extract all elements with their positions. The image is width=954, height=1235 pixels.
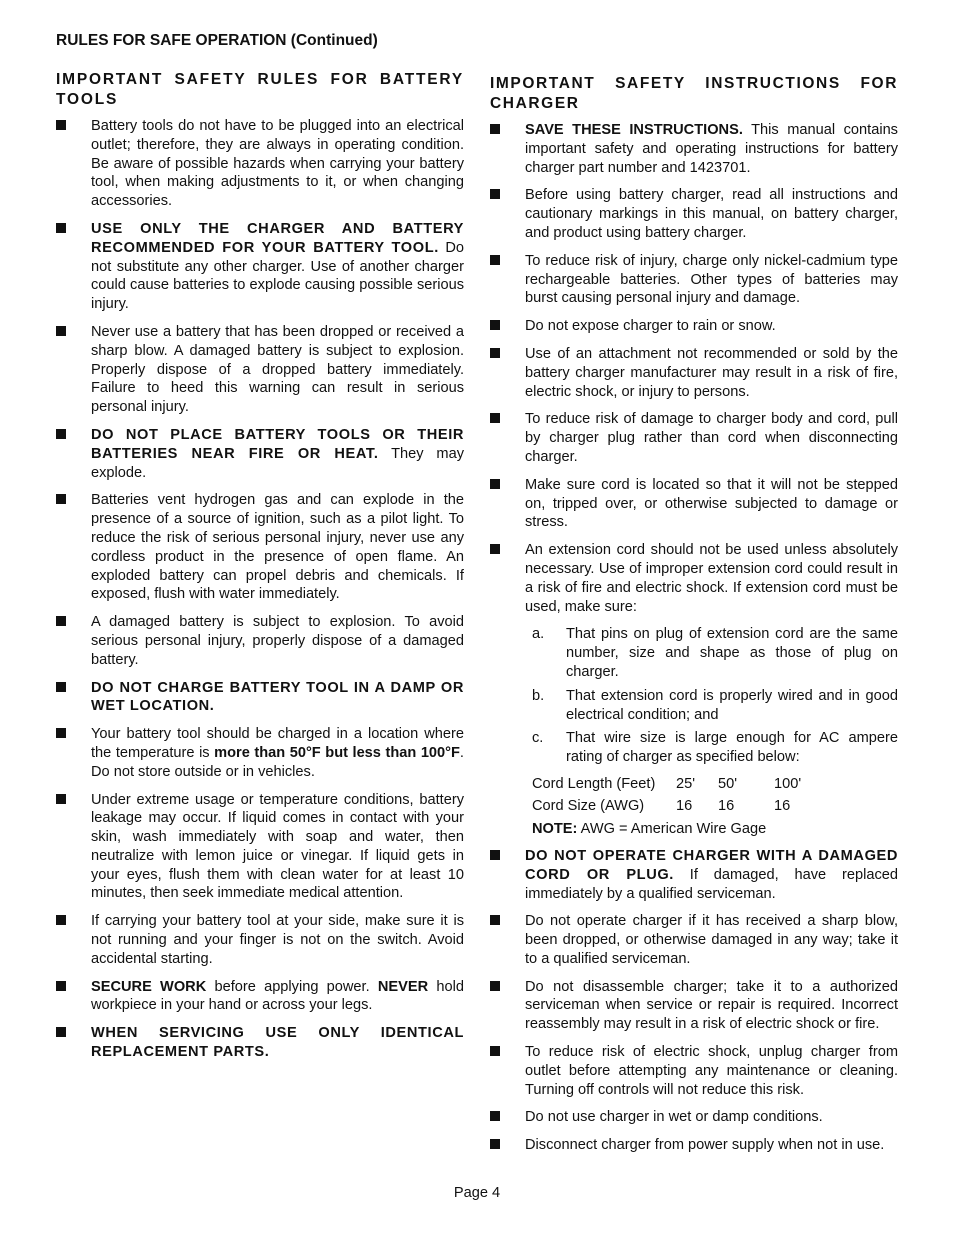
rule-text <box>91 323 464 417</box>
rule-item <box>490 186 898 242</box>
rule-body: A damaged battery is subject to explosion. To avoid serious personal injury, properly dispose of a damaged battery. <box>91 614 464 668</box>
rule-item <box>56 1024 464 1062</box>
square-bullet-icon <box>56 120 66 130</box>
right-rules-list-continued <box>490 847 898 1155</box>
rule-body: Use of an attachment not recommended or sold by the battery charger manufacturer may result in a risk of fire, electric shock, or injury to persons. <box>525 345 898 400</box>
sub-item-label: a. <box>532 626 545 643</box>
square-bullet-icon <box>490 850 500 860</box>
rule-lead: DO NOT PLACE BATTERY TOOLS OR THEIR BATTERIES NEAR FIRE OR HEAT. <box>91 426 464 462</box>
rule-body: Make sure cord is located so that it will not be stepped on, tripped over, or otherwise subjected to damage or stress. <box>525 476 898 531</box>
rule-body: Never use a battery that has been dropped or received a sharp blow. A damaged battery is subject to explosion. Properly dispose of a dropped battery immediately. Failure to heed this warning can result in serious personal injury. <box>91 323 464 416</box>
rule-body: Your battery tool should be charged in a location where the temperature is <box>91 726 464 761</box>
rule-text <box>91 491 464 604</box>
rule-body: Disconnect charger from power supply when not in use. <box>525 1137 885 1154</box>
rule-emphasis: SAVE THESE INSTRUCTIONS. <box>525 122 743 138</box>
rule-body: They may explode. <box>91 445 464 481</box>
rule-body-tail: . Do not store outside or in vehicles. <box>91 744 464 780</box>
square-bullet-icon <box>56 616 66 626</box>
square-bullet-icon <box>490 348 500 358</box>
note-label: NOTE: <box>532 820 578 837</box>
square-bullet-icon <box>490 320 500 330</box>
left-section-title: IMPORTANT SAFETY RULES FOR BATTERY TOOLS <box>56 71 464 108</box>
square-bullet-icon <box>490 124 500 134</box>
rule-body: Do not operate charger if it has received a sharp blow, been dropped, or otherwise damaged in any way; take it to a qualified serviceman. <box>525 913 898 967</box>
rule-body: If carrying your battery tool at your side, make sure it is not running and your finger is not on the switch. Avoid accidental starting. <box>91 913 464 967</box>
square-bullet-icon <box>490 479 500 489</box>
square-bullet-icon <box>490 915 500 925</box>
cord-table-cell: 100' <box>774 775 802 792</box>
sub-item <box>526 625 898 681</box>
square-bullet-icon <box>490 981 500 991</box>
rule-item <box>490 121 898 177</box>
sub-item-label: c. <box>532 730 544 747</box>
rule-item <box>56 791 464 904</box>
rule-body: This manual contains important safety and operating instructions for battery charger part number and 1423701. <box>525 122 898 176</box>
rule-body: To reduce risk of injury, charge only nickel-cadmium type rechargeable batteries. Other types of batteries may burst causing personal injury and damage. <box>525 252 898 307</box>
rule-item <box>56 491 464 604</box>
rule-text <box>525 186 898 242</box>
square-bullet-icon <box>56 728 66 738</box>
square-bullet-icon <box>56 1027 66 1037</box>
rule-body: An extension cord should not be used unless absolutely necessary. Use of improper extension cord could result in a risk of fire and electric shock. If extension cord must be used, make sure: <box>525 542 898 615</box>
square-bullet-icon <box>490 189 500 199</box>
rule-body: Under extreme usage or temperature conditions, battery leakage may occur. If liquid comes in contact with your skin, wash immediately with soap and water, then neutralize with lemon juice or vinegar. If liquid gets in your eyes, flush them with clean water for at least 10 minutes, then seek immediate medical attention. <box>91 791 464 902</box>
rule-emphasis: NEVER <box>377 978 429 995</box>
cord-table-cell: Cord Length (Feet) <box>532 775 656 792</box>
rule-item <box>490 1136 898 1155</box>
square-bullet-icon <box>56 223 66 233</box>
rule-body: before applying power. <box>206 978 378 995</box>
rule-item <box>56 613 464 669</box>
sub-item <box>526 687 898 725</box>
rule-item <box>56 978 464 1016</box>
square-bullet-icon <box>490 544 500 554</box>
rule-body: To reduce risk of electric shock, unplug charger from outlet before attempting any maintenance or cleaning. Turning off controls will not reduce this risk. <box>525 1044 898 1098</box>
square-bullet-icon <box>490 255 500 265</box>
cord-table-cell: 16 <box>718 798 735 815</box>
rule-text <box>525 541 898 616</box>
sub-item-label: b. <box>532 687 545 704</box>
rule-text <box>525 978 898 1034</box>
right-rules-list <box>490 121 898 616</box>
cord-table-cell: Cord Size (AWG) <box>532 798 645 815</box>
cord-size-table <box>532 773 898 818</box>
rule-text <box>91 725 464 781</box>
rule-body-tail: hold workpiece in your hand or across your legs. <box>91 978 464 1014</box>
square-bullet-icon <box>56 915 66 925</box>
rule-lead: DO NOT OPERATE CHARGER WITH A DAMAGED CORD OR PLUG. <box>525 847 898 883</box>
rule-lead: WHEN SERVICING USE ONLY IDENTICAL REPLACEMENT PARTS. <box>91 1025 464 1061</box>
rule-emphasis: more than 50°F but less than 100°F <box>214 744 460 761</box>
rule-body: Do not disassemble charger; take it to a authorized serviceman when service or repair is required. Incorrect reassembly may result in a risk of electric shock or fire. <box>525 978 898 1033</box>
square-bullet-icon <box>56 682 66 692</box>
rule-text <box>525 1108 898 1127</box>
rule-body: Do not use charger in wet or damp conditions. <box>525 1109 823 1126</box>
square-bullet-icon <box>56 429 66 439</box>
rule-item <box>490 541 898 616</box>
rule-text <box>91 912 464 968</box>
rule-item <box>490 978 898 1034</box>
cord-table-cell: 25' <box>676 775 696 792</box>
rule-text <box>91 1024 464 1062</box>
rule-body: Batteries vent hydrogen gas and can explode in the presence of a source of ignition, such as a pilot light. To reduce the risk of serious personal injury, never use any cordless product in the presence of open flame. An exploded battery can propel debris and chemicals. If exposed, flush with water immediately. <box>91 492 464 603</box>
rule-body: If damaged, have replaced immediately by a qualified serviceman. <box>525 866 898 902</box>
rule-text <box>91 679 464 717</box>
rule-item <box>56 679 464 717</box>
sub-item-text: That wire size is large enough for AC ampere rating of charger as specified below: <box>566 730 898 766</box>
rule-item <box>490 912 898 968</box>
page-number: Page 4 <box>453 1185 501 1201</box>
sub-item-text: That extension cord is properly wired and in good electrical condition; and <box>566 687 898 723</box>
rule-item <box>490 345 898 401</box>
sub-item-text: That pins on plug of extension cord are the same number, size and shape as those of plug on charger. <box>566 626 898 680</box>
rule-item <box>490 847 898 903</box>
rule-item <box>490 1043 898 1099</box>
square-bullet-icon <box>56 326 66 336</box>
rule-item <box>56 725 464 781</box>
cord-table-cell: 16 <box>676 798 693 815</box>
rule-item <box>490 317 898 336</box>
sub-item <box>526 729 898 767</box>
note-text: AWG = American Wire Gage <box>577 820 767 837</box>
rule-text <box>91 978 464 1016</box>
rule-emphasis: SECURE WORK <box>91 978 207 995</box>
rule-item <box>490 252 898 308</box>
cord-table-row <box>532 773 898 796</box>
rule-text <box>525 317 898 336</box>
rule-text <box>525 345 898 401</box>
rule-text <box>525 410 898 466</box>
rule-text <box>91 426 464 482</box>
square-bullet-icon <box>490 1111 500 1121</box>
cord-table-cell: 16 <box>774 798 791 815</box>
rule-text <box>525 252 898 308</box>
rule-body: To reduce risk of damage to charger body and cord, pull by charger plug rather than cord when disconnecting charger. <box>525 411 898 465</box>
square-bullet-icon <box>56 794 66 804</box>
rule-text <box>91 791 464 904</box>
square-bullet-icon <box>490 413 500 423</box>
rule-text <box>91 117 464 211</box>
rule-item <box>56 220 464 314</box>
rule-item <box>490 476 898 532</box>
rule-item <box>490 1108 898 1127</box>
right-column <box>490 74 898 1164</box>
right-section-title: IMPORTANT SAFETY INSTRUCTIONS FOR CHARGER <box>490 75 898 112</box>
rule-lead: USE ONLY THE CHARGER AND BATTERY RECOMMENDED FOR YOUR BATTERY TOOL. <box>91 220 464 256</box>
page-header: RULES FOR SAFE OPERATION (Continued) <box>56 32 378 49</box>
rule-body: Before using battery charger, read all instructions and cautionary markings in this manual, on battery charger, and product using battery charger. <box>525 187 898 241</box>
left-column <box>56 70 464 1071</box>
rule-item <box>490 410 898 466</box>
square-bullet-icon <box>490 1046 500 1056</box>
rule-body: Do not substitute any other charger. Use of another charger could cause batteries to explode causing possible serious injury. <box>91 239 464 313</box>
rule-text <box>525 476 898 532</box>
rule-item <box>56 912 464 968</box>
square-bullet-icon <box>56 981 66 991</box>
rule-item <box>56 426 464 482</box>
rule-body: Do not expose charger to rain or snow. <box>525 318 776 335</box>
rule-lead: DO NOT CHARGE BATTERY TOOL IN A DAMP OR WET LOCATION. <box>91 679 464 715</box>
rule-text <box>525 1136 898 1155</box>
rule-text <box>91 220 464 314</box>
rule-text <box>525 1043 898 1099</box>
square-bullet-icon <box>56 494 66 504</box>
square-bullet-icon <box>490 1139 500 1149</box>
rule-item <box>56 323 464 417</box>
extension-cord-conditions <box>490 625 898 767</box>
rule-text <box>525 847 898 903</box>
awg-note <box>532 820 898 839</box>
rule-text <box>525 912 898 968</box>
rule-body: Battery tools do not have to be plugged into an electrical outlet; therefore, they are always in operating condition. Be aware of possible hazards when carrying your battery tool, when making adjustments to it, or when changing accessories. <box>91 118 464 210</box>
rule-text <box>525 121 898 177</box>
cord-table-cell: 50' <box>718 775 738 792</box>
left-rules-list <box>56 117 464 1062</box>
cord-table-row <box>532 795 898 818</box>
rule-text <box>91 613 464 669</box>
rule-item <box>56 117 464 211</box>
